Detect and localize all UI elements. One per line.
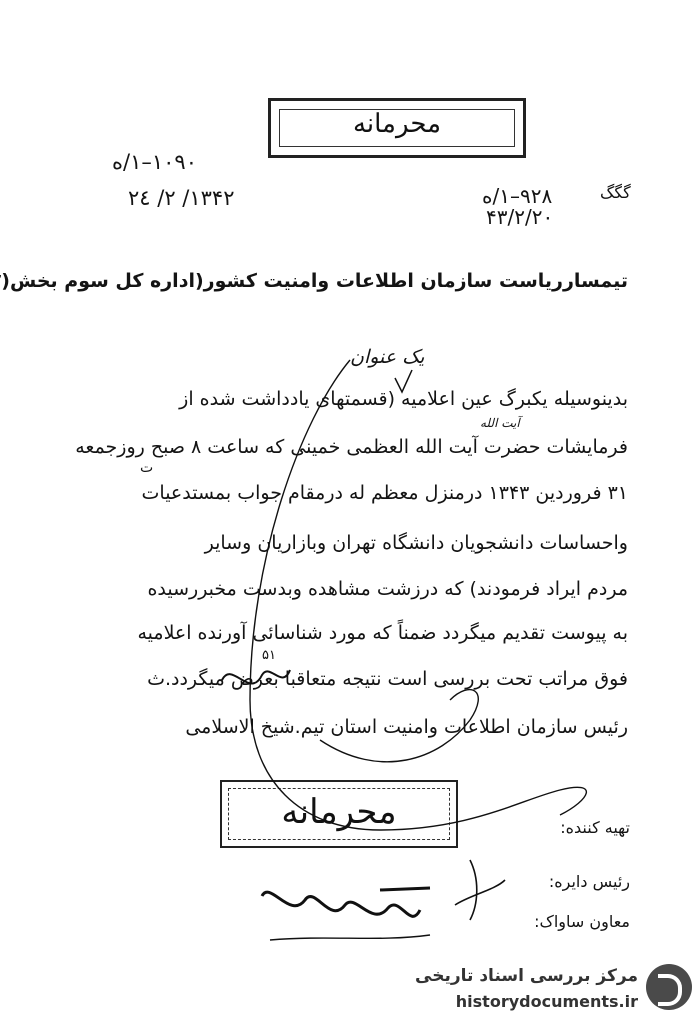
archive-watermark xyxy=(408,960,698,1020)
savak-deputy-label: معاون ساواک: xyxy=(534,912,630,931)
head-signature xyxy=(455,860,505,920)
preparer-label: تهیه کننده: xyxy=(560,818,630,837)
date-right: ۴۳/۲/۲۰ xyxy=(486,205,554,229)
annotation-above-line-7: ۵۱ xyxy=(262,648,276,663)
body-line-1: بدینوسیله یکبرگ عین اعلامیه (قسمتهای یادداشت شده از xyxy=(179,388,628,410)
reference-number-right: ۹۲۸–۱/ه xyxy=(482,184,553,208)
body-line-3: ۳۱ فروردین ۱۳۴۳ درمنزل معظم له درمقام جواب بمستدعیات xyxy=(141,482,628,504)
handwritten-subject-note: یک عنوان xyxy=(350,346,425,368)
watermark-url: historydocuments.ir xyxy=(455,992,638,1011)
scribble-line-7 xyxy=(222,670,290,684)
inline-check-mark xyxy=(395,370,412,392)
body-line-7: فوق مراتب تحت بررسی است نتیجه متعاقبا بعرض میگردد.ث xyxy=(147,668,628,690)
body-line-5: مردم ایراد فرمودند) که درزشت مشاهده وبدست مخبررسیده xyxy=(147,578,628,600)
reference-number-left: ۱۰۹۰–۱/ه xyxy=(112,150,197,174)
watermark-title: مرکز بررسی اسناد تاریخی xyxy=(415,966,638,986)
bottom-signature-underline xyxy=(270,935,430,940)
stamp-top-text: محرمانه xyxy=(352,109,442,139)
recipient-line: تیمسارریاست سازمان اطلاعات وامنیت کشور(اداره کل سوم بخش( xyxy=(1,270,628,292)
date-left: ۱۳۴۲/ ۲/ ۲٤ xyxy=(128,186,235,210)
archive-logo-icon xyxy=(646,964,692,1010)
stamp-bottom-text: محرمانه xyxy=(281,792,397,832)
body-line-4: واحساسات دانشجویان دانشگاه تهران وبازاریان وسایر xyxy=(204,532,628,554)
header-code-mark: گگگ xyxy=(600,183,631,202)
body-line-6: به پیوست تقدیم میگردد ضمناً که مورد شناسائی آورنده اعلامیه xyxy=(137,622,628,644)
annotation-above-line-2: آیت الله xyxy=(480,416,520,430)
annotation-above-line-3: ت xyxy=(140,460,154,476)
bottom-signature xyxy=(262,888,430,916)
signature-tail xyxy=(320,690,478,762)
body-line-2: فرمایشات حضرت آیت الله العظمی خمینی که ساعت ۸ صبح روزجمعه xyxy=(75,436,628,458)
body-line-8-signatory: رئیس سازمان اطلاعات وامنیت استان تیم.شیخ الاسلامی xyxy=(185,716,628,738)
department-head-label: رئیس دایره: xyxy=(548,872,630,891)
signature-loop xyxy=(250,360,586,830)
